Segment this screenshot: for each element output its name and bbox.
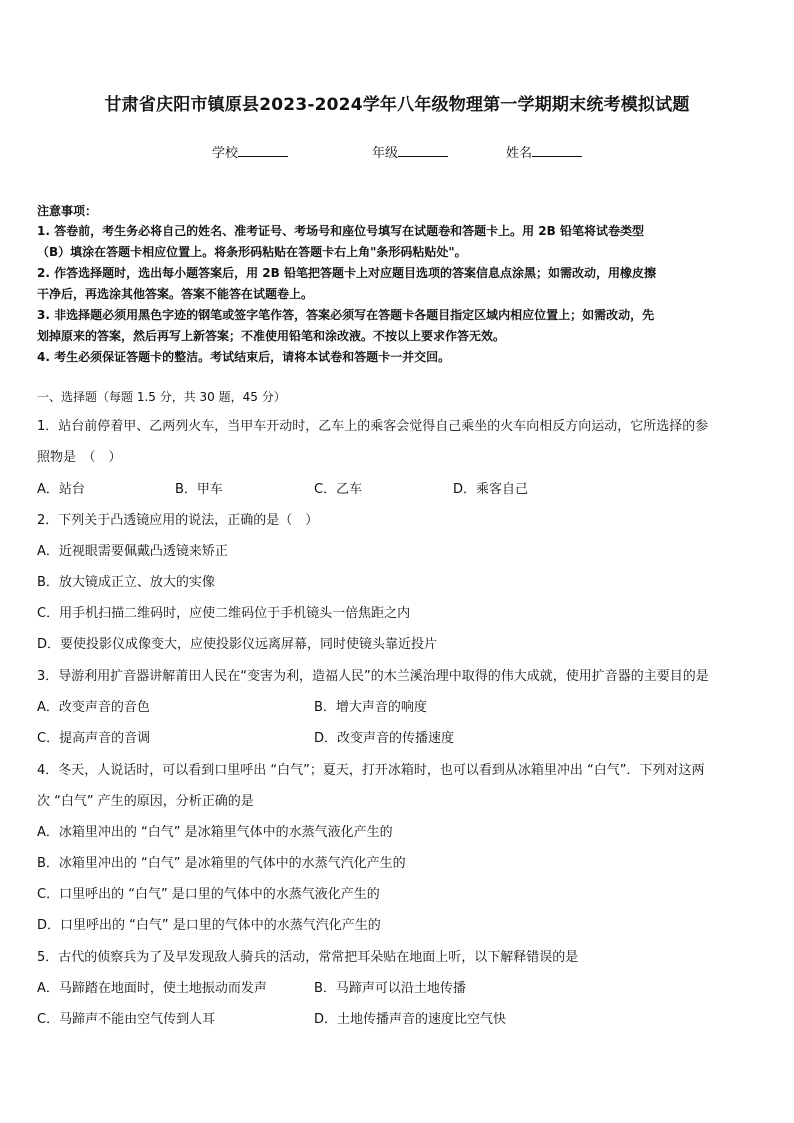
notes-heading: 注意事项： <box>37 204 98 218</box>
q4-option-a[interactable]: A．冰箱里冲出的 “白气” 是冰箱里气体中的水蒸气液化产生的 <box>37 825 393 840</box>
q2-option-c[interactable]: C．用手机扫描二维码时，应使二维码位于手机镜头一倍焦距之内 <box>37 606 411 621</box>
notes-line: 3. 非选择题必须用黑色字迹的钢笔或签字笔作答，答案必须写在答题卡各题目指定区域内相应位置上；如需改动，先 <box>37 308 655 322</box>
notes-line: （B）填涂在答题卡相应位置上。将条形码粘贴在答题卡右上角"条形码粘贴处"。 <box>37 245 467 259</box>
notes-line: 4. 考生必须保证答题卡的整洁。考试结束后，请将本试卷和答题卡一并交回。 <box>37 350 451 364</box>
school-blank[interactable] <box>238 144 288 157</box>
name-label: 姓名 <box>506 146 533 161</box>
notes-line: 干净后，再选涂其他答案。答案不能答在试题卷上。 <box>37 287 314 301</box>
name-field <box>506 142 582 161</box>
q2-option-d[interactable]: D．要使投影仪成像变大，应使投影仪远离屏幕，同时使镜头靠近投片 <box>37 637 438 652</box>
q4-stem-cont: 次 “白气” 产生的原因，分析正确的是 <box>37 794 254 809</box>
exam-title: 甘肃省庆阳市镇原县2023-2024学年八年级物理第一学期期末统考模拟试题 <box>104 95 690 115</box>
q1-stem: 1．站台前停着甲、乙两列火车，当甲车开动时，乙车上的乘客会觉得自己乘坐的火车向相反方向运动，它所选择的参 <box>37 419 709 434</box>
q1-option-c[interactable]: C．乙车 <box>314 482 363 497</box>
section-heading: 一、选择题（每题 1.5 分，共 30 题，45 分） <box>37 390 286 404</box>
q5-option-a[interactable]: A．马蹄踏在地面时，使土地振动而发声 <box>37 981 267 996</box>
q5-option-c[interactable]: C．马蹄声不能由空气传到人耳 <box>37 1012 216 1027</box>
notes-line: 划掉原来的答案，然后再写上新答案；不准使用铅笔和涂改液。不按以上要求作答无效。 <box>37 329 506 343</box>
notes-line: 1. 答卷前，考生务必将自己的姓名、准考证号、考场号和座位号填写在试题卷和答题卡上。用 2B 铅笔将试卷类型 <box>37 224 644 238</box>
notes-line: 2. 作答选择题时，选出每小题答案后，用 2B 铅笔把答题卡上对应题目选项的答案信息点涂黑；如需改动，用橡皮擦 <box>37 266 656 280</box>
q1-stem-cont: 照物是 （ ） <box>37 450 122 465</box>
q1-option-d[interactable]: D．乘客自己 <box>453 482 529 497</box>
grade-blank[interactable] <box>398 144 448 157</box>
q4-option-c[interactable]: C．口里呼出的 “白气” 是口里的气体中的水蒸气液化产生的 <box>37 887 380 902</box>
q4-stem: 4．冬天，人说话时，可以看到口里呼出 “白气”；夏天，打开冰箱时，也可以看到从冰箱里冲出 “白气”．下列对这两 <box>37 763 705 778</box>
grade-field <box>372 142 448 161</box>
name-blank[interactable] <box>532 144 582 157</box>
q4-option-d[interactable]: D．口里呼出的 “白气” 是口里的气体中的水蒸气汽化产生的 <box>37 918 381 933</box>
q5-stem: 5．古代的侦察兵为了及早发现敌人骑兵的活动，常常把耳朵贴在地面上听，以下解释错误的是 <box>37 950 579 965</box>
q5-option-b[interactable]: B．马蹄声可以沿土地传播 <box>314 981 466 996</box>
q1-option-b[interactable]: B．甲车 <box>175 482 223 497</box>
q2-stem: 2．下列关于凸透镜应用的说法，正确的是（ ） <box>37 513 319 528</box>
q4-option-b[interactable]: B．冰箱里冲出的 “白气” 是冰箱里的气体中的水蒸气汽化产生的 <box>37 856 406 871</box>
q3-option-b[interactable]: B．增大声音的响度 <box>314 700 427 715</box>
grade-label: 年级 <box>372 146 399 161</box>
q2-option-b[interactable]: B．放大镜成正立、放大的实像 <box>37 575 215 590</box>
school-label: 学校 <box>212 146 239 161</box>
q1-option-a[interactable]: A．站台 <box>37 482 85 497</box>
q2-option-a[interactable]: A．近视眼需要佩戴凸透镜来矫正 <box>37 544 228 559</box>
q5-option-d[interactable]: D．土地传播声音的速度比空气快 <box>314 1012 507 1027</box>
q3-option-a[interactable]: A．改变声音的音色 <box>37 700 150 715</box>
q3-option-d[interactable]: D．改变声音的传播速度 <box>314 731 455 746</box>
q3-stem: 3．导游利用扩音器讲解莆田人民在“变害为利，造福人民”的木兰溪治理中取得的伟大成就，使用扩音器的主要目的是 <box>37 669 709 684</box>
school-field <box>212 142 288 161</box>
q3-option-c[interactable]: C．提高声音的音调 <box>37 731 151 746</box>
